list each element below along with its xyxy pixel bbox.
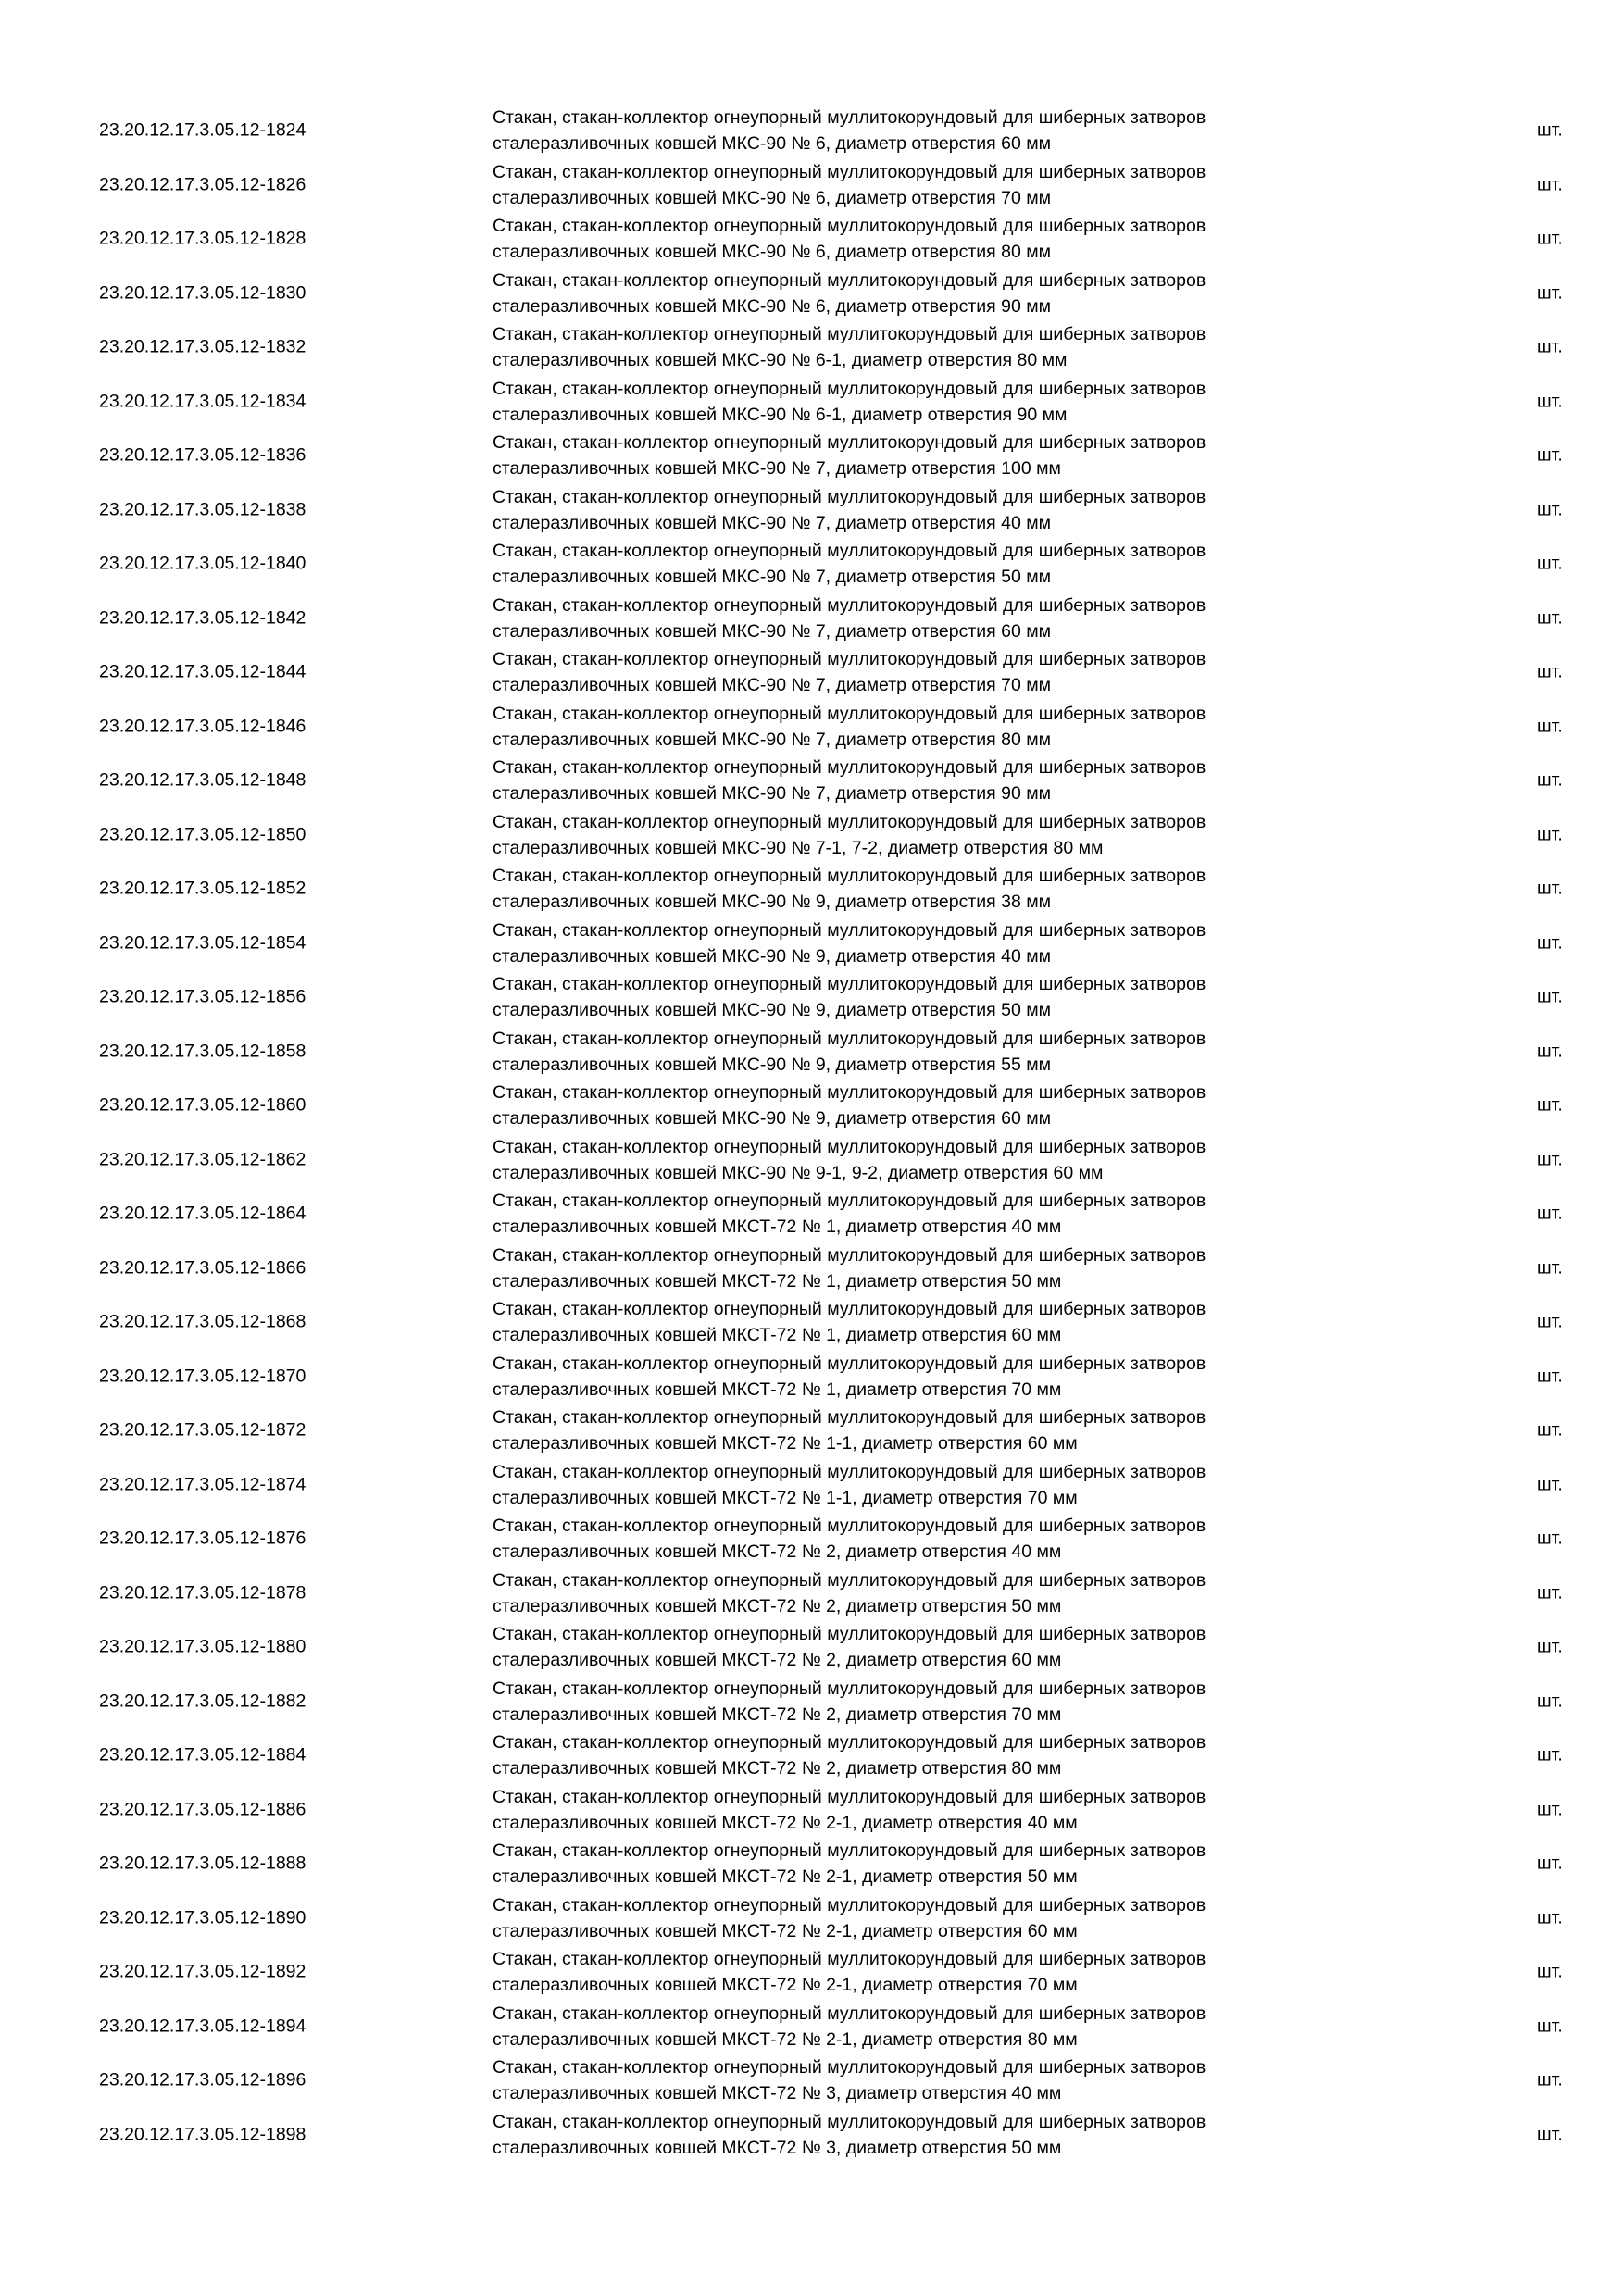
table-row: [0, 1350, 1624, 1404]
description-line-2: сталеразливочных ковшей МКСТ-72 № 3, диаметр отверстия 40 мм: [493, 2083, 1062, 2104]
resource-code: 23.20.12.17.3.05.12-1854: [99, 932, 306, 954]
description-line-2: сталеразливочных ковшей МКС-90 № 9, диаметр отверстия 40 мм: [493, 945, 1052, 967]
resource-description: [493, 376, 1354, 428]
description-line-2: сталеразливочных ковшей МКС-90 № 7, диаметр отверстия 50 мм: [493, 567, 1052, 588]
description-line-1: Стакан, стакан-коллектор огнеупорный муллитокорундовый для шиберных затворов: [493, 1353, 1206, 1374]
description-line-2: сталеразливочных ковшей МКСТ-72 № 2-1, диаметр отверстия 70 мм: [493, 1975, 1078, 1996]
unit-of-measure: шт.: [1537, 228, 1563, 249]
resource-description: [493, 105, 1354, 156]
description-line-1: Стакан, стакан-коллектор огнеупорный муллитокорундовый для шиберных затворов: [493, 1244, 1206, 1266]
unit-of-measure: шт.: [1537, 2015, 1563, 2037]
resource-code: 23.20.12.17.3.05.12-1884: [99, 1744, 306, 1766]
description-line-2: сталеразливочных ковшей МКС-90 № 7, диаметр отверстия 80 мм: [493, 729, 1052, 750]
description-line-2: сталеразливочных ковшей МКС-90 № 7-1, 7-2, диаметр отверстия 80 мм: [493, 837, 1104, 858]
resource-description: [493, 1296, 1354, 1348]
resource-code: 23.20.12.17.3.05.12-1898: [99, 2124, 306, 2145]
table-row: [0, 1728, 1624, 1783]
description-line-2: сталеразливочных ковшей МКС-90 № 9-1, 9-2, диаметр отверстия 60 мм: [493, 1162, 1104, 1183]
resource-description: [493, 2054, 1354, 2106]
description-line-1: Стакан, стакан-коллектор огнеупорный муллитокорундовый для шиберных затворов: [493, 2057, 1206, 2078]
resource-code: 23.20.12.17.3.05.12-1890: [99, 1907, 306, 1928]
description-line-2: сталеразливочных ковшей МКСТ-72 № 2, диаметр отверстия 80 мм: [493, 1758, 1062, 1779]
resource-code: 23.20.12.17.3.05.12-1852: [99, 878, 306, 899]
resource-description: [493, 1026, 1354, 1078]
unit-of-measure: шт.: [1537, 282, 1563, 304]
resource-code: 23.20.12.17.3.05.12-1858: [99, 1041, 306, 1062]
description-line-1: Стакан, стакан-коллектор огнеупорный муллитокорундовый для шиберных затворов: [493, 1299, 1206, 1320]
description-line-2: сталеразливочных ковшей МКС-90 № 6, диаметр отверстия 70 мм: [493, 187, 1052, 208]
resource-code: 23.20.12.17.3.05.12-1836: [99, 444, 306, 466]
unit-of-measure: шт.: [1537, 1311, 1563, 1332]
description-line-2: сталеразливочных ковшей МКСТ-72 № 1-1, диаметр отверстия 70 мм: [493, 1487, 1078, 1508]
resource-code: 23.20.12.17.3.05.12-1846: [99, 716, 306, 737]
table-row: [0, 700, 1624, 755]
description-line-1: Стакан, стакан-коллектор огнеупорный муллитокорундовый для шиберных затворов: [493, 1082, 1206, 1104]
description-line-2: сталеразливочных ковшей МКС-90 № 9, диаметр отверстия 50 мм: [493, 1000, 1052, 1021]
table-row: [0, 1187, 1624, 1242]
resource-description: [493, 917, 1354, 969]
description-line-2: сталеразливочных ковшей МКС-90 № 7, диаметр отверстия 60 мм: [493, 620, 1052, 642]
unit-of-measure: шт.: [1537, 1691, 1563, 1712]
resource-code: 23.20.12.17.3.05.12-1844: [99, 661, 306, 682]
resource-description: [493, 2001, 1354, 2053]
description-line-2: сталеразливочных ковшей МКС-90 № 7, диаметр отверстия 40 мм: [493, 512, 1052, 533]
unit-of-measure: шт.: [1537, 1474, 1563, 1495]
table-row: [0, 1512, 1624, 1566]
resource-description: [493, 1729, 1354, 1781]
description-line-1: Стакан, стакан-коллектор огнеупорный муллитокорундовый для шиберных затворов: [493, 1949, 1206, 1970]
resource-code: 23.20.12.17.3.05.12-1850: [99, 824, 306, 845]
description-line-1: Стакан, стакан-коллектор огнеупорный муллитокорундовый для шиберных затворов: [493, 324, 1206, 345]
unit-of-measure: шт.: [1537, 499, 1563, 520]
resource-description: [493, 1838, 1354, 1890]
description-line-1: Стакан, стакан-коллектор огнеупорный муллитокорундовый для шиберных затворов: [493, 757, 1206, 779]
resource-description: [493, 1946, 1354, 1998]
description-line-2: сталеразливочных ковшей МКС-90 № 6, диаметр отверстия 80 мм: [493, 242, 1052, 263]
table-row: [0, 104, 1624, 158]
table-row: [0, 483, 1624, 538]
unit-of-measure: шт.: [1537, 2124, 1563, 2145]
resource-code: 23.20.12.17.3.05.12-1856: [99, 986, 306, 1007]
description-line-1: Стакан, стакан-коллектор огнеупорный муллитокорундовый для шиберных затворов: [493, 107, 1206, 129]
table-row: [0, 1675, 1624, 1729]
resource-code: 23.20.12.17.3.05.12-1886: [99, 1799, 306, 1820]
description-line-2: сталеразливочных ковшей МКСТ-72 № 1, диаметр отверстия 50 мм: [493, 1270, 1062, 1292]
resource-description: [493, 1567, 1354, 1619]
table-row: [0, 1079, 1624, 1133]
description-line-1: Стакан, стакан-коллектор огнеупорный муллитокорундовый для шиберных затворов: [493, 649, 1206, 670]
description-line-2: сталеразливочных ковшей МКСТ-72 № 2-1, диаметр отверстия 40 мм: [493, 1812, 1078, 1833]
unit-of-measure: шт.: [1537, 1853, 1563, 1874]
unit-of-measure: шт.: [1537, 1907, 1563, 1928]
description-line-1: Стакан, стакан-коллектор огнеупорный муллитокорундовый для шиберных затворов: [493, 2003, 1206, 2024]
description-line-2: сталеразливочных ковшей МКСТ-72 № 2-1, диаметр отверстия 80 мм: [493, 2028, 1078, 2050]
description-line-1: Стакан, стакан-коллектор огнеупорный муллитокорундовый для шиберных затворов: [493, 866, 1206, 887]
resource-description: [493, 1404, 1354, 1456]
table-row: [0, 808, 1624, 863]
description-line-1: Стакан, стакан-коллектор огнеупорный муллитокорундовый для шиберных затворов: [493, 1191, 1206, 1212]
description-line-2: сталеразливочных ковшей МКС-90 № 6, диаметр отверстия 60 мм: [493, 133, 1052, 155]
resource-description: [493, 1784, 1354, 1836]
description-line-1: Стакан, стакан-коллектор огнеупорный муллитокорундовый для шиберных затворов: [493, 1569, 1206, 1591]
table-row: [0, 1620, 1624, 1675]
resource-code: 23.20.12.17.3.05.12-1848: [99, 769, 306, 791]
description-line-1: Стакан, стакан-коллектор огнеупорный муллитокорундовый для шиберных затворов: [493, 974, 1206, 995]
resource-description: [493, 1459, 1354, 1511]
description-line-1: Стакан, стакан-коллектор огнеупорный муллитокорундовый для шиберных затворов: [493, 1136, 1206, 1157]
resource-code: 23.20.12.17.3.05.12-1828: [99, 228, 306, 249]
description-line-1: Стакан, стакан-коллектор огнеупорный муллитокорундовый для шиберных затворов: [493, 1786, 1206, 1807]
unit-of-measure: шт.: [1537, 174, 1563, 195]
table-row: [0, 158, 1624, 213]
description-line-1: Стакан, стакан-коллектор огнеупорный муллитокорундовый для шиберных затворов: [493, 269, 1206, 291]
resource-code: 23.20.12.17.3.05.12-1864: [99, 1203, 306, 1224]
description-line-1: Стакан, стакан-коллектор огнеупорный муллитокорундовый для шиберных затворов: [493, 486, 1206, 507]
table-row: [0, 267, 1624, 321]
table-row: [0, 429, 1624, 483]
description-line-2: сталеразливочных ковшей МКС-90 № 9, диаметр отверстия 60 мм: [493, 1108, 1052, 1129]
table-row: [0, 1242, 1624, 1296]
unit-of-measure: шт.: [1537, 824, 1563, 845]
unit-of-measure: шт.: [1537, 769, 1563, 791]
description-line-2: сталеразливочных ковшей МКС-90 № 7, диаметр отверстия 70 мм: [493, 675, 1052, 696]
description-line-1: Стакан, стакан-коллектор огнеупорный муллитокорундовый для шиберных затворов: [493, 1678, 1206, 1699]
resource-code: 23.20.12.17.3.05.12-1888: [99, 1853, 306, 1874]
description-line-2: сталеразливочных ковшей МКСТ-72 № 2-1, диаметр отверстия 50 мм: [493, 1866, 1078, 1888]
unit-of-measure: шт.: [1537, 1799, 1563, 1820]
table-row: [0, 1025, 1624, 1079]
unit-of-measure: шт.: [1537, 391, 1563, 412]
resource-description: [493, 213, 1354, 265]
resource-description: [493, 755, 1354, 806]
description-line-2: сталеразливочных ковшей МКС-90 № 6-1, диаметр отверстия 80 мм: [493, 350, 1068, 371]
resource-description: [493, 1134, 1354, 1186]
unit-of-measure: шт.: [1537, 119, 1563, 141]
resource-description: [493, 1892, 1354, 1944]
unit-of-measure: шт.: [1537, 1961, 1563, 1982]
description-line-1: Стакан, стакан-коллектор огнеупорный муллитокорундовый для шиберных затворов: [493, 1732, 1206, 1753]
table-row: [0, 970, 1624, 1025]
resource-description: [493, 701, 1354, 753]
description-line-2: сталеразливочных ковшей МКСТ-72 № 2, диаметр отверстия 40 мм: [493, 1541, 1062, 1563]
description-line-2: сталеразливочных ковшей МКС-90 № 7, диаметр отверстия 90 мм: [493, 783, 1052, 805]
unit-of-measure: шт.: [1537, 607, 1563, 629]
table-row: [0, 212, 1624, 267]
table-row: [0, 537, 1624, 592]
resource-code: 23.20.12.17.3.05.12-1876: [99, 1528, 306, 1549]
unit-of-measure: шт.: [1537, 2069, 1563, 2090]
resource-code: 23.20.12.17.3.05.12-1840: [99, 553, 306, 574]
table-row: [0, 1295, 1624, 1350]
description-line-1: Стакан, стакан-коллектор огнеупорный муллитокорундовый для шиберных затворов: [493, 919, 1206, 941]
resource-description: [493, 321, 1354, 373]
table-row: [0, 2108, 1624, 2163]
table-row: [0, 592, 1624, 646]
description-line-1: Стакан, стакан-коллектор огнеупорный муллитокорундовый для шиберных затворов: [493, 432, 1206, 454]
unit-of-measure: шт.: [1537, 1149, 1563, 1170]
description-line-2: сталеразливочных ковшей МКСТ-72 № 2, диаметр отверстия 60 мм: [493, 1650, 1062, 1671]
unit-of-measure: шт.: [1537, 1041, 1563, 1062]
resource-code: 23.20.12.17.3.05.12-1874: [99, 1474, 306, 1495]
description-line-2: сталеразливочных ковшей МКС-90 № 9, диаметр отверстия 38 мм: [493, 892, 1052, 913]
description-line-2: сталеразливочных ковшей МКС-90 № 6-1, диаметр отверстия 90 мм: [493, 404, 1068, 425]
table-row: [0, 917, 1624, 971]
resource-description: [493, 1079, 1354, 1131]
table-row: [0, 320, 1624, 375]
resource-code: 23.20.12.17.3.05.12-1832: [99, 336, 306, 357]
unit-of-measure: шт.: [1537, 716, 1563, 737]
table-row: [0, 1404, 1624, 1458]
resource-description: [493, 159, 1354, 211]
unit-of-measure: шт.: [1537, 553, 1563, 574]
resource-description: [493, 971, 1354, 1023]
resource-description: [493, 484, 1354, 536]
description-line-1: Стакан, стакан-коллектор огнеупорный муллитокорундовый для шиберных затворов: [493, 2111, 1206, 2132]
unit-of-measure: шт.: [1537, 336, 1563, 357]
resource-description: [493, 593, 1354, 644]
resource-code: 23.20.12.17.3.05.12-1862: [99, 1149, 306, 1170]
table-row: [0, 645, 1624, 700]
unit-of-measure: шт.: [1537, 1419, 1563, 1441]
description-line-1: Стакан, стакан-коллектор огнеупорный муллитокорундовый для шиберных затворов: [493, 378, 1206, 399]
table-row: [0, 2000, 1624, 2054]
description-line-2: сталеразливочных ковшей МКС-90 № 6, диаметр отверстия 90 мм: [493, 295, 1052, 317]
resource-description: [493, 1621, 1354, 1673]
description-line-1: Стакан, стакан-коллектор огнеупорный муллитокорундовый для шиберных затворов: [493, 216, 1206, 237]
unit-of-measure: шт.: [1537, 444, 1563, 466]
resource-code: 23.20.12.17.3.05.12-1834: [99, 391, 306, 412]
table-row: [0, 1566, 1624, 1621]
resource-description: [493, 863, 1354, 915]
table-row: [0, 1891, 1624, 1946]
resource-code: 23.20.12.17.3.05.12-1882: [99, 1691, 306, 1712]
description-line-2: сталеразливочных ковшей МКСТ-72 № 1-1, диаметр отверстия 60 мм: [493, 1433, 1078, 1454]
resource-code: 23.20.12.17.3.05.12-1872: [99, 1419, 306, 1441]
resource-description: [493, 430, 1354, 481]
table-row: [0, 1837, 1624, 1891]
description-line-1: Стакан, стакан-коллектор огнеупорный муллитокорундовый для шиберных затворов: [493, 811, 1206, 832]
description-line-1: Стакан, стакан-коллектор огнеупорный муллитокорундовый для шиберных затворов: [493, 1407, 1206, 1429]
description-line-2: сталеразливочных ковшей МКС-90 № 7, диаметр отверстия 100 мм: [493, 458, 1061, 480]
resource-code: 23.20.12.17.3.05.12-1860: [99, 1094, 306, 1116]
unit-of-measure: шт.: [1537, 1636, 1563, 1657]
table-row: [0, 375, 1624, 430]
table-row: [0, 1133, 1624, 1188]
resource-code: 23.20.12.17.3.05.12-1896: [99, 2069, 306, 2090]
unit-of-measure: шт.: [1537, 1528, 1563, 1549]
resource-description: [493, 2109, 1354, 2161]
unit-of-measure: шт.: [1537, 878, 1563, 899]
resource-code: 23.20.12.17.3.05.12-1868: [99, 1311, 306, 1332]
description-line-1: Стакан, стакан-коллектор огнеупорный муллитокорундовый для шиберных затворов: [493, 1028, 1206, 1049]
description-line-1: Стакан, стакан-коллектор огнеупорный муллитокорундовый для шиберных затворов: [493, 1624, 1206, 1645]
description-line-1: Стакан, стакан-коллектор огнеупорный муллитокорундовый для шиберных затворов: [493, 594, 1206, 616]
description-line-2: сталеразливочных ковшей МКСТ-72 № 2, диаметр отверстия 50 мм: [493, 1595, 1062, 1616]
description-line-2: сталеразливочных ковшей МКСТ-72 № 2, диаметр отверстия 70 мм: [493, 1703, 1062, 1725]
description-line-2: сталеразливочных ковшей МКСТ-72 № 3, диаметр отверстия 50 мм: [493, 2137, 1062, 2158]
table-row: [0, 2053, 1624, 2108]
unit-of-measure: шт.: [1537, 1257, 1563, 1279]
table-row: [0, 754, 1624, 808]
unit-of-measure: шт.: [1537, 1366, 1563, 1387]
unit-of-measure: шт.: [1537, 1094, 1563, 1116]
resource-code: 23.20.12.17.3.05.12-1824: [99, 119, 306, 141]
table-row: [0, 1945, 1624, 2000]
unit-of-measure: шт.: [1537, 1582, 1563, 1603]
unit-of-measure: шт.: [1537, 1203, 1563, 1224]
resource-code: 23.20.12.17.3.05.12-1830: [99, 282, 306, 304]
resource-code: 23.20.12.17.3.05.12-1894: [99, 2015, 306, 2037]
table-row: [0, 1458, 1624, 1513]
resource-description: [493, 1513, 1354, 1565]
resource-code: 23.20.12.17.3.05.12-1892: [99, 1961, 306, 1982]
resource-code: 23.20.12.17.3.05.12-1866: [99, 1257, 306, 1279]
resource-description: [493, 268, 1354, 319]
resource-description: [493, 1188, 1354, 1240]
description-line-1: Стакан, стакан-коллектор огнеупорный муллитокорундовый для шиберных затворов: [493, 703, 1206, 724]
description-line-1: Стакан, стакан-коллектор огнеупорный муллитокорундовый для шиберных затворов: [493, 1516, 1206, 1537]
resource-code: 23.20.12.17.3.05.12-1880: [99, 1636, 306, 1657]
description-line-2: сталеразливочных ковшей МКС-90 № 9, диаметр отверстия 55 мм: [493, 1054, 1052, 1075]
unit-of-measure: шт.: [1537, 661, 1563, 682]
resource-code: 23.20.12.17.3.05.12-1842: [99, 607, 306, 629]
resource-description: [493, 1351, 1354, 1403]
table-row: [0, 862, 1624, 917]
description-line-2: сталеразливочных ковшей МКСТ-72 № 1, диаметр отверстия 60 мм: [493, 1325, 1062, 1346]
resource-code: 23.20.12.17.3.05.12-1870: [99, 1366, 306, 1387]
description-line-2: сталеразливочных ковшей МКСТ-72 № 1, диаметр отверстия 40 мм: [493, 1217, 1062, 1238]
price-list-table: [0, 104, 1624, 2162]
resource-code: 23.20.12.17.3.05.12-1838: [99, 499, 306, 520]
description-line-2: сталеразливочных ковшей МКСТ-72 № 1, диаметр отверстия 70 мм: [493, 1379, 1062, 1400]
description-line-1: Стакан, стакан-коллектор огнеупорный муллитокорундовый для шиберных затворов: [493, 1894, 1206, 1915]
description-line-1: Стакан, стакан-коллектор огнеупорный муллитокорундовый для шиберных затворов: [493, 161, 1206, 182]
resource-description: [493, 1242, 1354, 1294]
description-line-1: Стакан, стакан-коллектор огнеупорный муллитокорундовый для шиберных затворов: [493, 1461, 1206, 1482]
resource-code: 23.20.12.17.3.05.12-1826: [99, 174, 306, 195]
resource-description: [493, 809, 1354, 861]
unit-of-measure: шт.: [1537, 1744, 1563, 1766]
description-line-2: сталеразливочных ковшей МКСТ-72 № 2-1, диаметр отверстия 60 мм: [493, 1920, 1078, 1941]
resource-description: [493, 646, 1354, 698]
resource-description: [493, 538, 1354, 590]
unit-of-measure: шт.: [1537, 932, 1563, 954]
table-row: [0, 1783, 1624, 1838]
resource-description: [493, 1676, 1354, 1728]
resource-code: 23.20.12.17.3.05.12-1878: [99, 1582, 306, 1603]
description-line-1: Стакан, стакан-коллектор огнеупорный муллитокорундовый для шиберных затворов: [493, 1841, 1206, 1862]
unit-of-measure: шт.: [1537, 986, 1563, 1007]
description-line-1: Стакан, стакан-коллектор огнеупорный муллитокорундовый для шиберных затворов: [493, 541, 1206, 562]
